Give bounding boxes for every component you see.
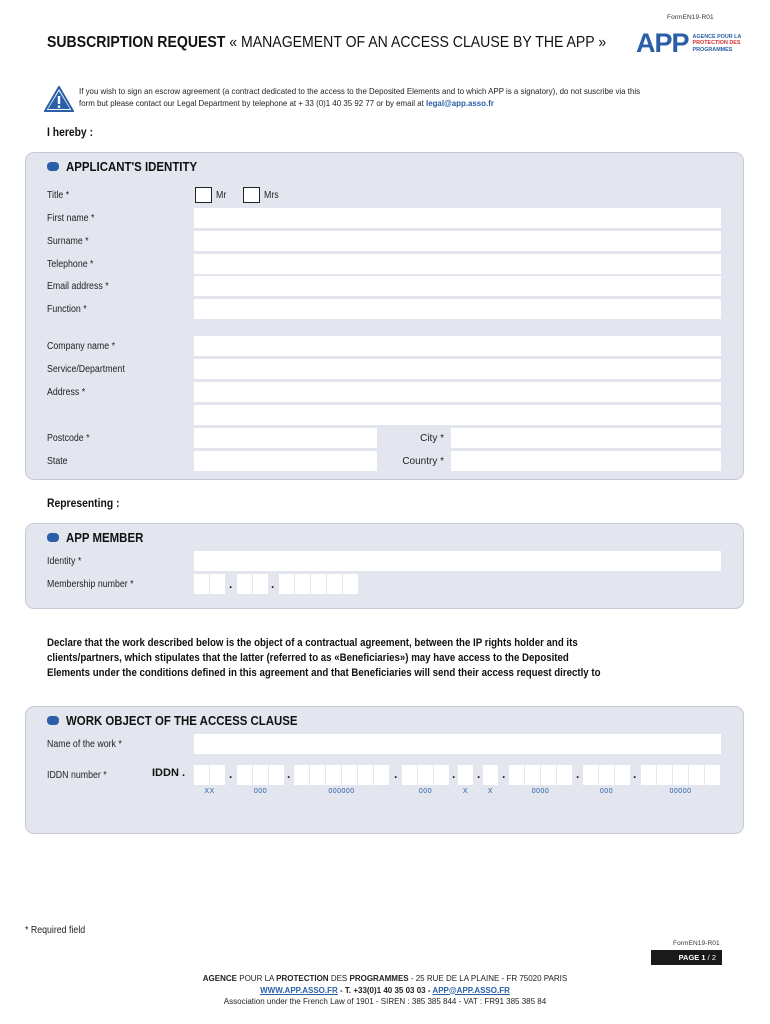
address-field-1[interactable] xyxy=(194,382,721,402)
mrs-checkbox[interactable] xyxy=(243,187,260,203)
telephone-label: Telephone * xyxy=(47,259,94,270)
membership-digit[interactable] xyxy=(343,574,358,594)
iddn-label: IDDN number * xyxy=(47,770,107,781)
iddn-digit[interactable] xyxy=(210,765,225,785)
logo-line-2: PROTECTION DES xyxy=(692,40,741,47)
page-form-reference: FormEN19-R01 xyxy=(673,940,720,947)
required-field-note: * Required field xyxy=(25,925,86,936)
page-total: / 2 xyxy=(705,953,716,962)
website-link[interactable]: WWW.APP.ASSO.FR xyxy=(260,985,338,995)
iddn-digit[interactable] xyxy=(269,765,284,785)
iddn-digit[interactable] xyxy=(434,765,449,785)
state-field[interactable] xyxy=(194,451,377,471)
declaration-line-2: clients/partners, which stipulates that the latter (referred to as «Beneficiaries») may have access to the Deposited xyxy=(47,652,569,664)
footer xyxy=(0,973,770,1008)
app-logo xyxy=(636,30,741,57)
title-rest: « MANAGEMENT OF AN ACCESS CLAUSE BY THE APP » xyxy=(225,34,607,51)
iddn-format-hint: 000 xyxy=(418,788,433,795)
telephone-field[interactable] xyxy=(194,254,721,274)
iddn-digit[interactable] xyxy=(458,765,473,785)
warning-icon xyxy=(44,86,74,112)
iddn-separator: . xyxy=(477,767,481,781)
membership-label: Membership number * xyxy=(47,579,134,590)
surname-label: Surname * xyxy=(47,236,89,247)
iddn-digit[interactable] xyxy=(374,765,389,785)
membership-digit[interactable] xyxy=(210,574,225,594)
service-field[interactable] xyxy=(194,359,721,379)
app-member-title: APP MEMBER xyxy=(47,530,154,545)
state-label: State xyxy=(47,456,68,467)
iddn-format-hint: X xyxy=(462,788,469,795)
function-field[interactable] xyxy=(194,299,721,319)
contact-email-link[interactable]: APP@APP.ASSO.FR xyxy=(432,985,510,995)
iddn-digit[interactable] xyxy=(294,765,309,785)
iddn-digit[interactable] xyxy=(557,765,572,785)
iddn-digit[interactable] xyxy=(583,765,598,785)
footer-legal-line: Association under the French Law of 1901 - SIREN : 385 385 844 - VAT : FR91 385 385 84 xyxy=(223,997,547,1006)
iddn-digit[interactable] xyxy=(326,765,341,785)
iddn-digit[interactable] xyxy=(237,765,252,785)
iddn-digit[interactable] xyxy=(541,765,556,785)
declaration-text xyxy=(47,636,601,681)
membership-digit[interactable] xyxy=(295,574,310,594)
membership-digit[interactable] xyxy=(237,574,252,594)
city-field[interactable] xyxy=(451,428,721,448)
membership-digit[interactable] xyxy=(327,574,342,594)
iddn-digit[interactable] xyxy=(402,765,417,785)
work-name-field[interactable] xyxy=(194,734,721,754)
notice-line-2: form but please contact our Legal Department by telephone at + 33 (0)1 40 35 92 77 or by email at xyxy=(79,97,426,108)
representing-heading: Representing : xyxy=(47,498,120,510)
membership-separator: . xyxy=(229,577,233,591)
iddn-separator: . xyxy=(394,767,398,781)
email-field[interactable] xyxy=(194,276,721,296)
bullet-icon xyxy=(47,533,59,542)
postcode-label: Postcode * xyxy=(47,433,90,444)
membership-separator: . xyxy=(271,577,275,591)
work-object-title: WORK OBJECT OF THE ACCESS CLAUSE xyxy=(47,713,329,728)
city-label: City * xyxy=(420,433,444,444)
mr-label: Mr xyxy=(216,190,227,201)
iddn-separator: . xyxy=(452,767,456,781)
postcode-field[interactable] xyxy=(194,428,377,448)
iddn-format-hint: 000000 xyxy=(328,788,355,795)
legal-email-link[interactable]: legal@app.asso.fr xyxy=(425,97,494,108)
iddn-digit[interactable] xyxy=(657,765,672,785)
service-label: Service/Department xyxy=(47,364,125,375)
iddn-digit[interactable] xyxy=(689,765,704,785)
iddn-digit[interactable] xyxy=(615,765,630,785)
bullet-icon xyxy=(47,716,59,725)
iddn-digit[interactable] xyxy=(509,765,524,785)
page-indicator xyxy=(651,950,722,965)
iddn-format-hint: 00000 xyxy=(669,788,692,795)
logo-tagline xyxy=(693,34,742,54)
iddn-digit[interactable] xyxy=(483,765,498,785)
iddn-digit[interactable] xyxy=(194,765,209,785)
applicant-identity-title: APPLICANT'S IDENTITY xyxy=(47,159,215,174)
iddn-digit[interactable] xyxy=(310,765,325,785)
mrs-label: Mrs xyxy=(264,190,279,201)
page-title xyxy=(47,34,606,52)
first-name-field[interactable] xyxy=(194,208,721,228)
email-label: Email address * xyxy=(47,281,109,292)
country-field[interactable] xyxy=(451,451,721,471)
iddn-separator: . xyxy=(229,767,233,781)
identity-label: Identity * xyxy=(47,556,82,567)
form-reference: FormEN19-R01 xyxy=(667,14,714,21)
company-field[interactable] xyxy=(194,336,721,356)
iddn-digit[interactable] xyxy=(418,765,433,785)
function-label: Function * xyxy=(47,304,87,315)
iddn-format-hint: 0000 xyxy=(531,788,550,795)
iddn-digit[interactable] xyxy=(358,765,373,785)
declaration-line-3: Elements under the conditions defined in this agreement and that Beneficiaries will send their access request directly to xyxy=(47,667,601,679)
title-bold: SUBSCRIPTION REQUEST xyxy=(47,34,226,51)
iddn-prefix: IDDN . xyxy=(152,767,185,779)
declaration-line-1: Declare that the work described below is the object of a contractual agreement, between the IP rights holder and its xyxy=(47,637,578,649)
membership-digit[interactable] xyxy=(194,574,209,594)
i-hereby-heading: I hereby : xyxy=(47,127,94,139)
notice-text xyxy=(79,86,640,109)
iddn-format-hint: XX xyxy=(204,788,215,795)
logo-line-1: AGENCE POUR LA xyxy=(692,33,742,40)
iddn-format-hint: 000 xyxy=(253,788,268,795)
iddn-separator: . xyxy=(287,767,291,781)
membership-digit[interactable] xyxy=(311,574,326,594)
page-label: PAGE 1 xyxy=(678,953,706,962)
surname-field[interactable] xyxy=(194,231,721,251)
notice-line-1: If you wish to sign an escrow agreement (a contract dedicated to the access to the Deposited Elements and to which APP is a signatory), do not suscribe via this xyxy=(79,86,641,96)
iddn-digit[interactable] xyxy=(342,765,357,785)
logo-line-3: PROGRAMMES xyxy=(692,46,733,53)
iddn-digit[interactable] xyxy=(641,765,656,785)
membership-digit[interactable] xyxy=(279,574,294,594)
company-label: Company name * xyxy=(47,341,115,352)
footer-address-line: AGENCE POUR LA PROTECTION DES PROGRAMMES - 25 RUE DE LA PLAINE - FR 75020 PARIS xyxy=(202,974,568,983)
iddn-format-hint: X xyxy=(487,788,494,795)
iddn-digit[interactable] xyxy=(525,765,540,785)
logo-mark: APP xyxy=(636,28,689,58)
iddn-digit[interactable] xyxy=(705,765,720,785)
iddn-separator: . xyxy=(502,767,506,781)
iddn-format-hint: 000 xyxy=(599,788,614,795)
first-name-label: First name * xyxy=(47,213,95,224)
country-label: Country * xyxy=(402,456,444,467)
address-field-2[interactable] xyxy=(194,405,721,425)
title-label: Title * xyxy=(47,190,70,201)
footer-contact-line: WWW.APP.ASSO.FR - T. +33(0)1 40 35 03 03 - APP@APP.ASSO.FR xyxy=(260,985,510,995)
iddn-digit[interactable] xyxy=(599,765,614,785)
address-label: Address * xyxy=(47,387,86,398)
identity-field[interactable] xyxy=(194,551,721,571)
bullet-icon xyxy=(47,162,59,171)
membership-digit[interactable] xyxy=(253,574,268,594)
iddn-digit[interactable] xyxy=(673,765,688,785)
work-name-label: Name of the work * xyxy=(47,739,122,750)
iddn-separator: . xyxy=(633,767,637,781)
mr-checkbox[interactable] xyxy=(195,187,212,203)
iddn-digit[interactable] xyxy=(253,765,268,785)
iddn-separator: . xyxy=(576,767,580,781)
